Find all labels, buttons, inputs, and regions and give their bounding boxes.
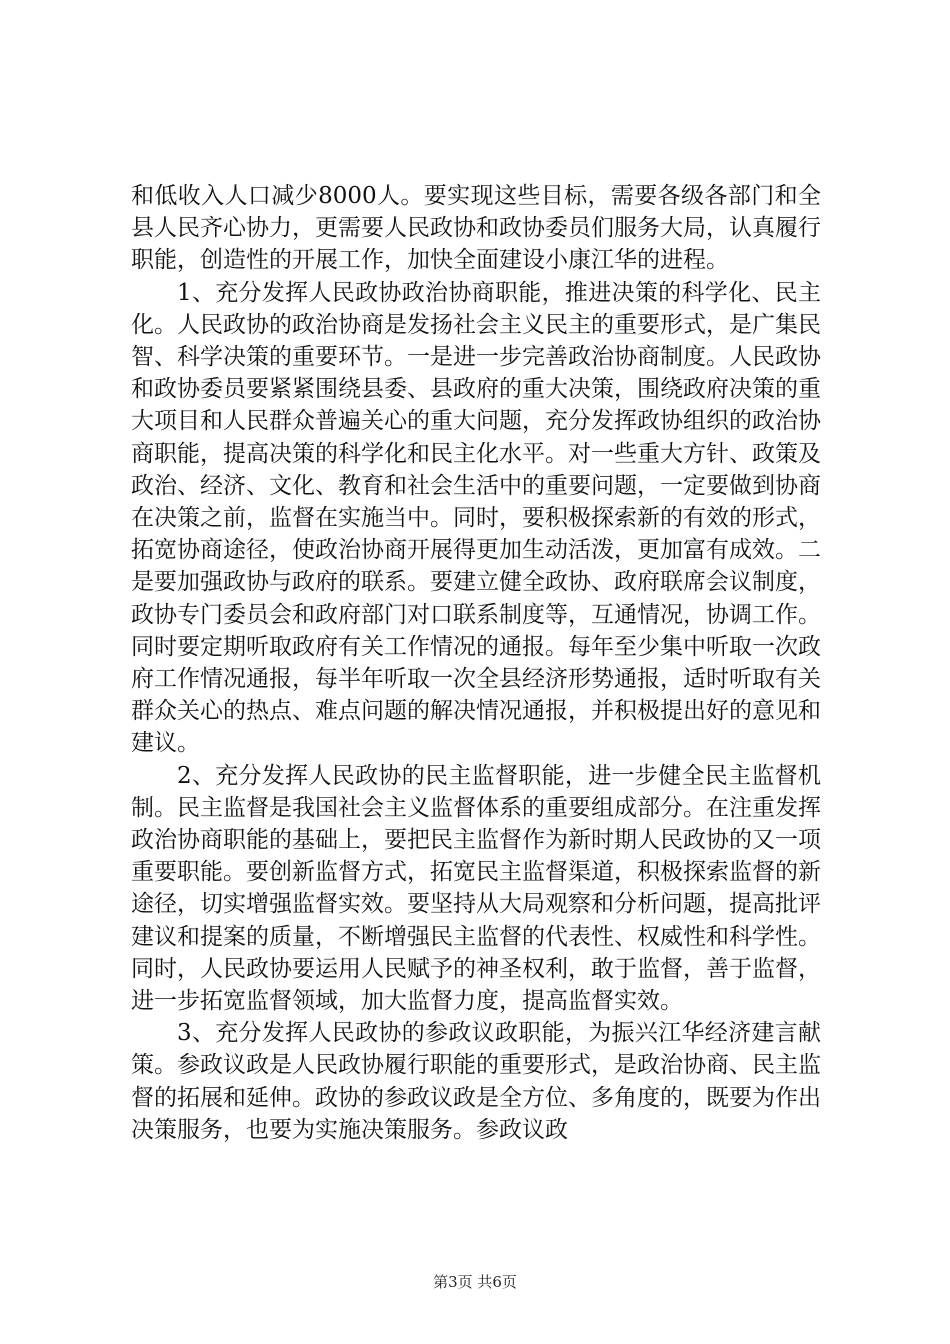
paragraph-continuation: 和低收入人口减少8000人。要实现这些目标，需要各级各部门和全县人民齐心协力，更需要人民政协和政协委员们服务大局，认真履行职能，创造性的开展工作，加快全面建设小康江华的进程。 — [131, 183, 821, 274]
document-body — [131, 180, 821, 1146]
paragraph-political-consultation: 1、充分发挥人民政协政治协商职能，推进决策的科学化、民主化。人民政协的政治协商是发扬社会主义民主的重要形式，是广集民智、科学决策的重要环节。一是进一步完善政治协商制度。人民政协和政协委员要紧紧围绕县委、县政府的重大决策，围绕政府决策的重大项目和人民群众普遍关心的重大问题，充分发挥政协组织的政治协商职能，提高决策的科学化和民主化水平。对一些重大方针、政策及政治、经济、文化、教育和社会生活中的重要问题，一定要做到协商在决策之前，监督在实施当中。同时，要积极探索新的有效的形式，拓宽协商途径，使政治协商开展得更加生动活泼，更加富有成效。二是要加强政协与政府的联系。要建立健全政协、政府联席会议制度，政协专门委员会和政府部门对口联系制度等，互通情况，协调工作。同时要定期听取政府有关工作情况的通报。每年至少集中听取一次政府工作情况通报，每半年听取一次全县经济形势通报，适时听取有关群众关心的热点、难点问题的解决情况通报，并积极提出好的意见和建议。 — [131, 279, 821, 757]
page-number: 第3页 共6页 — [433, 1273, 517, 1291]
paragraph-participation-in-politics: 3、充分发挥人民政协的参政议政职能，为振兴江华经济建言献策。参政议政是人民政协履行职能的重要形式，是政治协商、民主监督的拓展和延伸。政协的参政议政是全方位、多角度的，既要为作出决策服务，也要为实施决策服务。参政议政 — [131, 1020, 821, 1143]
paragraph-democratic-supervision: 2、充分发挥人民政协的民主监督职能，进一步健全民主监督机制。民主监督是我国社会主义监督体系的重要组成部分。在注重发挥政治协商职能的基础上，要把民主监督作为新时期人民政协的又一项重要职能。要创新监督方式，拓宽民主监督渠道，积极探索监督的新途径，切实增强监督实效。要坚持从大局观察和分析问题，提高批评建议和提案的质量，不断增强民主监督的代表性、权威性和科学性。同时，人民政协要运用人民赋予的神圣权利，敢于监督，善于监督，进一步拓宽监督领域，加大监督力度，提高监督实效。 — [131, 762, 821, 1015]
page-footer — [0, 1272, 950, 1292]
